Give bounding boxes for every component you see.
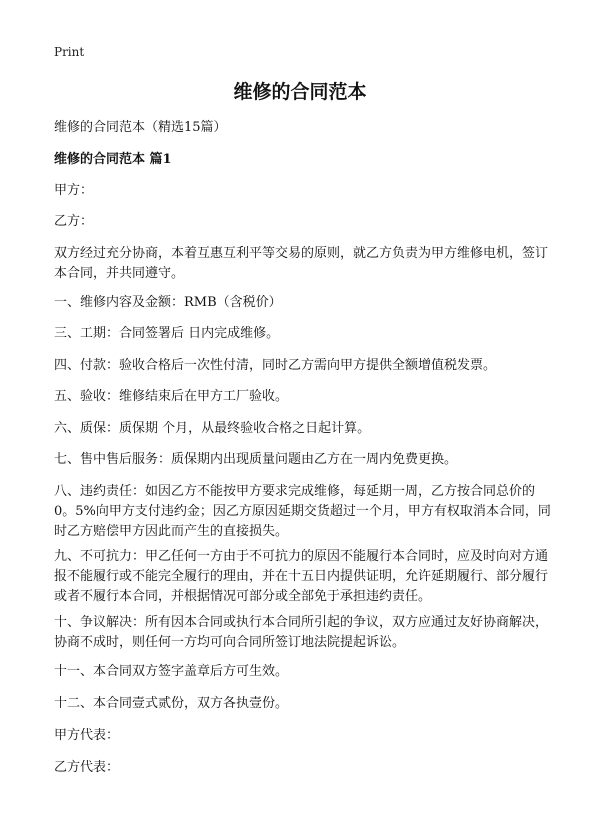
party-b-label: 乙方：: [54, 214, 94, 229]
party-a-label: 甲方：: [54, 183, 94, 198]
party-b-representative: 乙方代表：: [54, 760, 120, 775]
clause-12: 十二、本合同壹式贰份，双方各执壹份。: [54, 696, 289, 711]
clause-8: 八、违约责任：如因乙方不能按甲方要求完成维修，每延期一周，乙方按合同总价的0。5%向甲方支付违约金；因乙方原因延期交货超过一个月，甲方有权取消本合同，同时乙方赔偿甲方因此而产生的直接损失。: [54, 484, 551, 539]
intro-paragraph: 双方经过充分协商，本着互惠互利平等交易的原则，就乙方负责为甲方维修电机，签订本合同，并共同遵守。: [54, 246, 549, 281]
clause-7: 七、售中售后服务：质保期内出现质量问题由乙方在一周内免费更换。: [54, 452, 458, 467]
clause-4: 四、付款：验收合格后一次性付清，同时乙方需向甲方提供全额增值税发票。: [54, 358, 497, 373]
clause-9: 九、不可抗力：甲乙任何一方由于不可抗力的原因不能履行本合同时，应及时向对方通报不能履行或不能完全履行的理由，并在十五日内提供证明，允许延期履行、部分履行或者不履行本合同，并根据情况可部分或全部免于承担违约责任。: [54, 549, 549, 604]
document-title: 维修的合同范本: [233, 81, 367, 103]
clause-6: 六、质保：质保期 个月，从最终验收合格之日起计算。: [54, 421, 371, 436]
clause-1: 一、维修内容及金额：RMB（含税价）: [54, 295, 282, 310]
section-heading: 维修的合同范本 篇1: [54, 152, 172, 167]
print-link[interactable]: Print: [54, 45, 85, 59]
clause-10: 十、争议解决：所有因本合同或执行本合同所引起的争议，双方应通过友好协商解决，协商不成时，则任何一方均可向合同所签订地法院提起诉讼。: [54, 615, 549, 650]
party-a-representative: 甲方代表：: [54, 728, 120, 743]
document-subtitle: 维修的合同范本（精选15篇）: [54, 120, 227, 135]
clause-5: 五、验收：维修结束后在甲方工厂验收。: [54, 389, 289, 404]
clause-3: 三、工期：合同签署后 日内完成维修。: [54, 326, 280, 341]
clause-11: 十一、本合同双方签字盖章后方可生效。: [54, 664, 289, 679]
